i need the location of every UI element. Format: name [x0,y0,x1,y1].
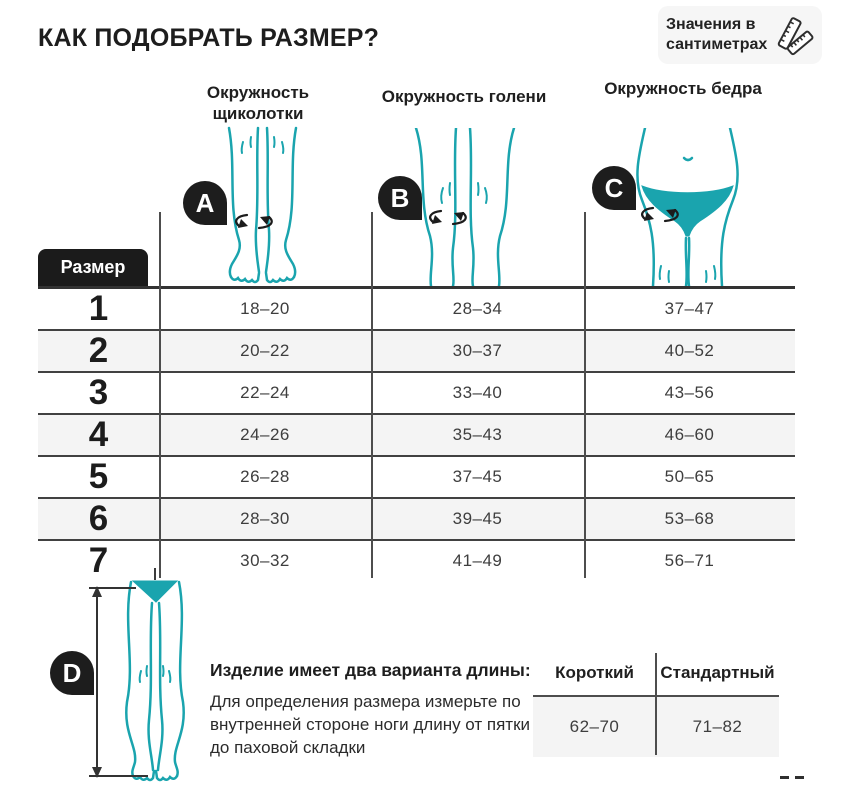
hip-cell: 53–68 [664,509,715,528]
table-row [38,286,795,329]
tape-measure-icon [774,11,814,59]
calf-cell: 41–49 [452,551,503,570]
size-cell: 3 [88,373,109,412]
table-row [38,539,795,581]
rotation-arrows-icon [636,205,684,225]
ankle-cell: 28–30 [240,509,290,528]
table-column-separator [584,212,586,578]
rotation-arrows-icon [424,208,472,228]
length-table-divider [655,653,657,755]
page-title: КАК ПОДОБРАТЬ РАЗМЕР? [38,24,380,52]
size-cell: 4 [88,415,109,454]
badge-c: C [592,166,636,210]
column-header-ankle: Окружность щиколотки [206,83,310,123]
calf-cell: 28–34 [452,299,503,318]
length-header-standard: Стандартный [660,663,775,682]
badge-a: A [183,181,227,225]
length-header-short: Короткий [555,663,634,682]
table-row [38,455,795,497]
leg-length-illustration [82,568,227,792]
calf-cell: 39–45 [452,509,503,528]
calf-cell: 35–43 [452,425,503,444]
column-header-calf: Окружность голени [381,87,547,106]
units-note-badge [658,6,822,64]
measurement-instruction: Для определения размера измерьте по внутренней стороне ноги длину от пятки до паховой складки [210,692,531,757]
ankle-cell: 18–20 [240,299,290,318]
rotation-arrows-icon [230,212,278,232]
ankle-cell: 20–22 [240,341,290,360]
ankle-cell: 22–24 [240,383,290,402]
table-row [38,413,795,455]
size-cell: 2 [88,331,109,370]
hip-cell: 40–52 [664,341,715,360]
hip-cell: 43–56 [664,383,715,402]
badge-b: B [378,176,422,220]
badge-d: D [50,651,94,695]
table-column-separator [371,212,373,578]
size-column-header: Размер [38,249,148,286]
calf-cell: 37–45 [452,467,503,486]
table-row [38,497,795,539]
table-row [38,329,795,371]
column-header-hip: Окружность бедра [604,79,762,98]
calf-cell: 33–40 [452,383,503,402]
length-value-short: 62–70 [569,717,620,736]
hip-cell: 56–71 [664,551,715,570]
size-cell: 7 [88,541,109,580]
size-table [38,286,795,578]
table-row [38,371,795,413]
ankle-cell: 24–26 [240,425,290,444]
hip-cell: 37–47 [664,299,715,318]
calf-cell: 30–37 [452,341,503,360]
length-table [533,651,779,757]
length-variants-heading: Изделие имеет два варианта длины: [210,660,531,680]
hip-cell: 46–60 [664,425,715,444]
panties-shape [133,581,177,602]
cropped-text-fragment [780,776,789,779]
size-cell: 1 [88,289,109,328]
ankle-cell: 30–32 [240,551,290,570]
length-value-standard: 71–82 [692,717,743,736]
ankle-cell: 26–28 [240,467,290,486]
table-column-separator [159,212,161,578]
hip-cell: 50–65 [664,467,715,486]
size-cell: 5 [88,457,109,496]
size-cell: 6 [88,499,109,538]
cropped-text-fragment [795,776,804,779]
units-note-text: Значения в сантиметрах [666,16,768,53]
